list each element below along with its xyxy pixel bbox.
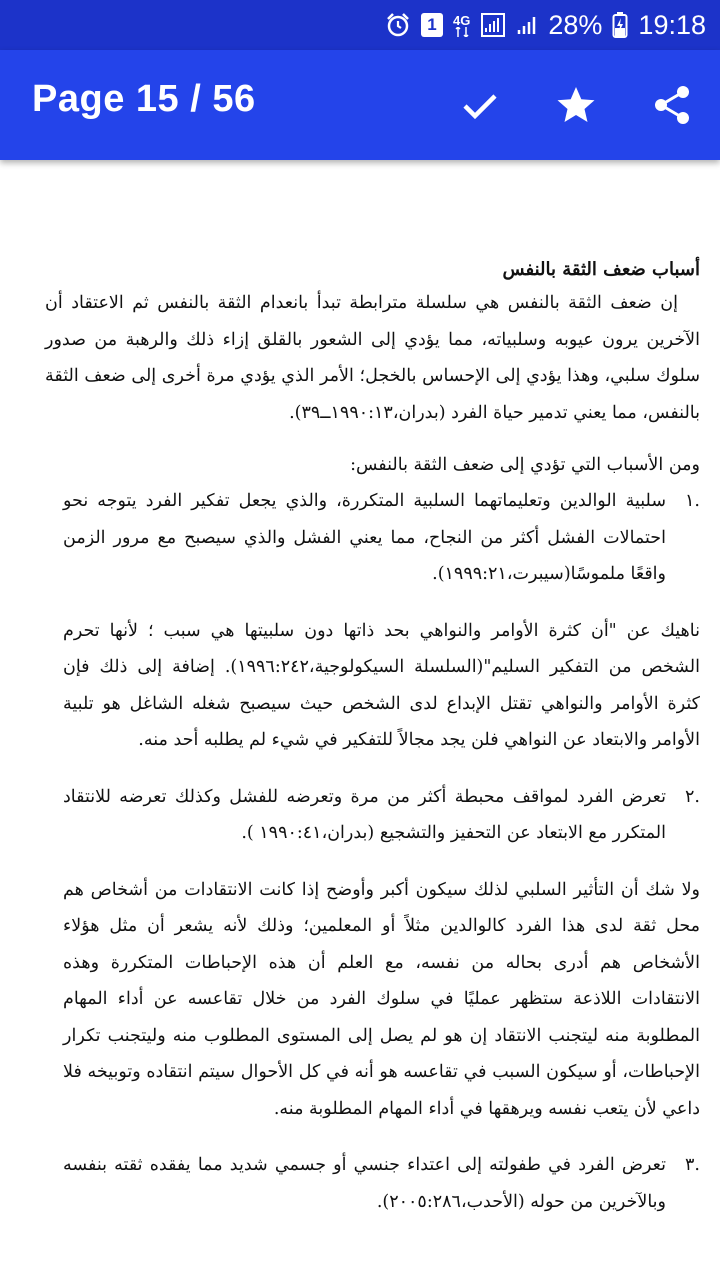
paragraph-2: ناهيك عن "أن كثرة الأوامر والنواهي بحد ذاتها دون سلبيتها هي سبب ؛ لأنها تحرم الشخص من التفكير السليم"(السلسلة السيكولوجية،١٩٩٦:٢٤٢). إضافة إلى ذلك فإن كثرة الأوامر والنواهي تقتل الإبداع لدى الشخص حيث سيصبح شغله الشاغل هو تلبية الأوامر والابتعاد عن النواهي فلن يجد مجالاً للتفكير في شيء لم يطلبه أحد منه.	[63, 620, 700, 750]
list-item	[45, 1147, 700, 1220]
share-icon	[651, 84, 693, 126]
star-icon	[555, 84, 597, 126]
item-1-number: .١	[685, 491, 700, 511]
bookmark-done-button[interactable]	[455, 80, 505, 130]
item-3-number: .٣	[685, 1155, 700, 1175]
paragraph-1: إن ضعف الثقة بالنفس هي سلسلة مترابطة تبدأ بانعدام الثقة بالنفس ثم الاعتقاد أن الآخرين يرون عيوبه وسلبياته، مما يؤدي إلى الشعور بالقلق إزاء ذلك والرهبة من صدور سلوك سلبي، وهذا يؤدي إلى الإحساس بالخجل؛ الأمر الذي يؤدي مرة أخرى إلى ضعف الثقة بالنفس، مما يعني تدمير حياة الفرد (بدران،١٩٩٠:١٣ــ٣٩).	[45, 293, 700, 423]
signal-strength-2-icon	[516, 12, 538, 38]
list-item	[45, 483, 700, 593]
page-indicator-title: Page 15 / 56	[32, 78, 256, 120]
item-3-text: تعرض الفرد في طفولته إلى اعتداء جنسي أو جسمي شديد مما يفقده ثقته بنفسه وبالآخرين من حوله (الأحدب،٢٠٠٥:٢٨٦).	[63, 1155, 666, 1212]
app-bar	[0, 50, 720, 160]
list-item	[45, 779, 700, 852]
item-2-text: تعرض الفرد لمواقف محبطة أكثر من مرة وتعرضه للفشل وكذلك تعرضه للانتقاد المتكرر مع الابتعاد عن التحفيز والتشجيع (بدران،١٩٩٠:٤١ ).	[63, 786, 666, 843]
check-icon	[460, 85, 500, 125]
alarm-icon	[385, 12, 411, 38]
battery-percent: 28%	[548, 9, 603, 40]
favorite-button[interactable]	[551, 80, 601, 130]
clock: 19:18	[638, 9, 706, 40]
signal-4g-icon	[453, 14, 470, 37]
battery-charging-icon	[612, 11, 628, 39]
status-bar	[0, 0, 720, 50]
document-page	[45, 255, 700, 1220]
section-heading: أسباب ضعف الثقة بالنفس	[502, 259, 700, 280]
signal-strength-icon	[480, 12, 506, 38]
item-1-text: سلبية الوالدين وتعليماتهما السلبية المتكررة، والذي يجعل تفكير الفرد يتوجه نحو احتمالات الفشل أكثر من النجاح، مما يعني الفشل والذي سيصبح مع مرور الزمن واقعًا ملموسًا(سيبرت،١٩٩٩:٢١).	[63, 491, 666, 584]
paragraph-3: ولا شك أن التأثير السلبي لذلك سيكون أكبر وأوضح إذا كانت الانتقادات من أشخاص هم محل ثقة لدى هذا الفرد كالوالدين مثلاً أو المعلمين؛ وذلك لأنه يشعر أن مثل هؤلاء الأشخاص هم أدرى بحاله من نفسه، مع العلم أن هذه الإحباطات المتكررة وهذه الانتقادات اللاذعة ستظهر عمليًا في سلوك الفرد من خلال تقاعسه عن أداء المهام المطلوبة منه ليتجنب الانتقاد إن هو لم يصل إلى المستوى المطلوب منه وليتجنب تكرار الإحباطات، أو سيكون السبب في تقاعسه هو أنه في كل الأحوال سيتم انتقاده وتوبيخه فلا داعي لأن يتعب نفسه ويرهقها في أداء المهام المطلوبة منه.	[63, 879, 700, 1119]
item-2-number: .٢	[685, 786, 700, 807]
notification-badge: 1	[421, 13, 443, 37]
causes-intro: ومن الأسباب التي تؤدي إلى ضعف الثقة بالنفس:	[350, 455, 700, 475]
network-type: 4G	[453, 12, 471, 28]
share-button[interactable]	[647, 80, 697, 130]
